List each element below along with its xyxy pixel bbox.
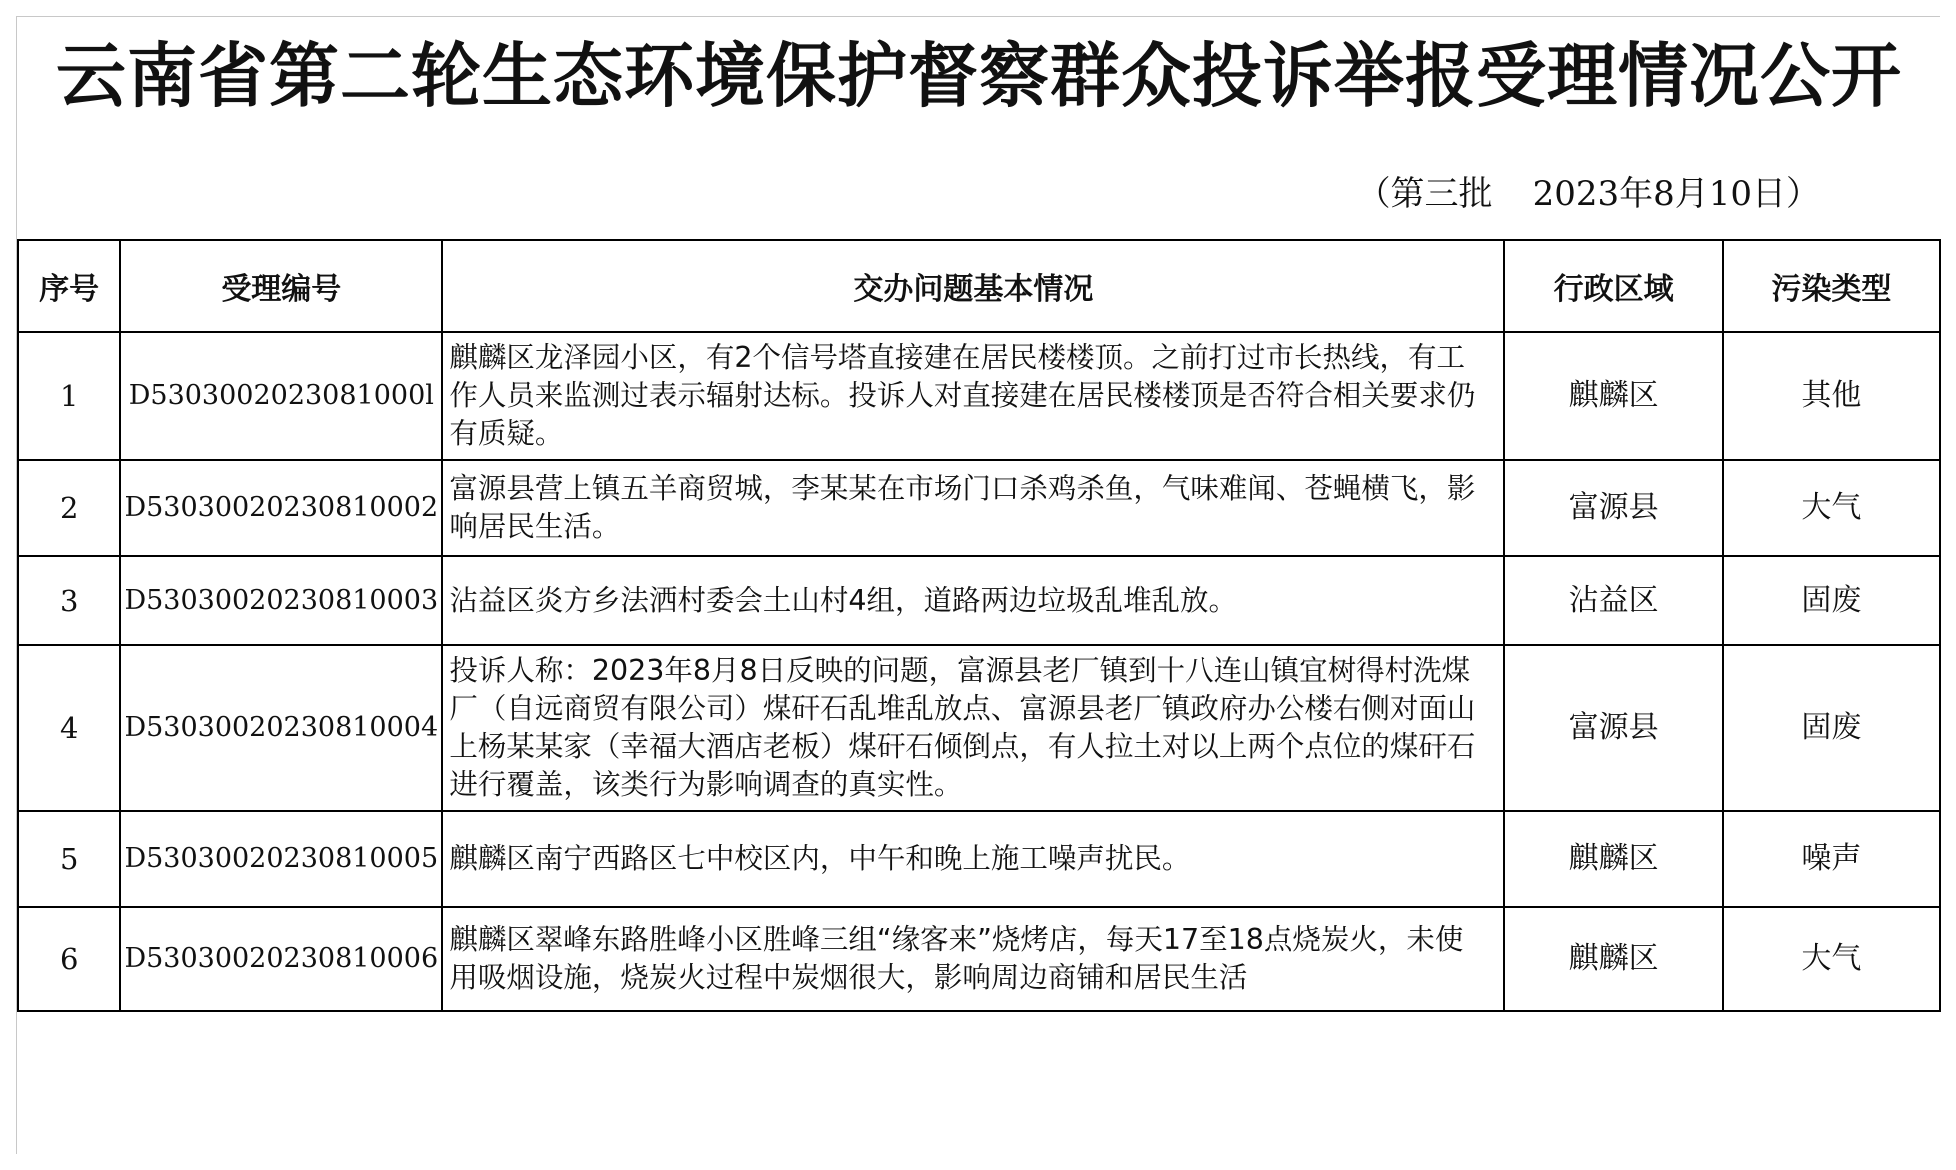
header-index: 序号 bbox=[18, 240, 120, 332]
table-row bbox=[18, 332, 1940, 460]
row-pollution-type: 固废 bbox=[1723, 645, 1940, 811]
table-row bbox=[18, 556, 1940, 645]
row-index: 6 bbox=[18, 907, 120, 1011]
table-row bbox=[18, 907, 1940, 1011]
row-pollution-type: 大气 bbox=[1723, 460, 1940, 556]
batch-label: （第三批 bbox=[1356, 174, 1493, 214]
table-row bbox=[18, 811, 1940, 907]
header-pollution-type: 污染类型 bbox=[1723, 240, 1940, 332]
row-code: D53030020230810005 bbox=[120, 811, 442, 907]
row-summary: 麒麟区南宁西路区七中校区内，中午和晚上施工噪声扰民。 bbox=[442, 811, 1504, 907]
row-region: 麒麟区 bbox=[1504, 907, 1722, 1011]
row-summary: 沾益区炎方乡法洒村委会土山村4组，道路两边垃圾乱堆乱放。 bbox=[442, 556, 1504, 645]
row-code: D53030020230810002 bbox=[120, 460, 442, 556]
table-header-row bbox=[18, 240, 1940, 332]
table-row bbox=[18, 645, 1940, 811]
row-code: D53030020230810004 bbox=[120, 645, 442, 811]
row-index: 4 bbox=[18, 645, 120, 811]
header-summary: 交办问题基本情况 bbox=[442, 240, 1504, 332]
row-pollution-type: 固废 bbox=[1723, 556, 1940, 645]
header-region: 行政区域 bbox=[1504, 240, 1722, 332]
row-index: 5 bbox=[18, 811, 120, 907]
row-pollution-type: 大气 bbox=[1723, 907, 1940, 1011]
batch-info bbox=[1356, 174, 1820, 214]
row-summary: 麒麟区翠峰东路胜峰小区胜峰三组“缘客来”烧烤店，每天17至18点烧炭火，未使用吸烟设施，烧炭火过程中炭烟很大，影响周边商铺和居民生活 bbox=[442, 907, 1504, 1011]
row-region: 富源县 bbox=[1504, 460, 1722, 556]
row-summary: 富源县营上镇五羊商贸城，李某某在市场门口杀鸡杀鱼，气味难闻、苍蝇横飞，影响居民生活。 bbox=[442, 460, 1504, 556]
row-summary: 麒麟区龙泽园小区，有2个信号塔直接建在居民楼楼顶。之前打过市长热线，有工作人员来监测过表示辐射达标。投诉人对直接建在居民楼楼顶是否符合相关要求仍有质疑。 bbox=[442, 332, 1504, 460]
complaints-table bbox=[17, 239, 1941, 1012]
row-code: D53030020230810006 bbox=[120, 907, 442, 1011]
row-region: 富源县 bbox=[1504, 645, 1722, 811]
row-region: 沾益区 bbox=[1504, 556, 1722, 645]
table-row bbox=[18, 460, 1940, 556]
document-title: 云南省第二轮生态环境保护督察群众投诉举报受理情况公开 bbox=[56, 35, 1902, 117]
row-index: 2 bbox=[18, 460, 120, 556]
header-code: 受理编号 bbox=[120, 240, 442, 332]
row-index: 3 bbox=[18, 556, 120, 645]
row-pollution-type: 噪声 bbox=[1723, 811, 1940, 907]
row-code: D5303002023081000l bbox=[120, 332, 442, 460]
row-region: 麒麟区 bbox=[1504, 811, 1722, 907]
row-pollution-type: 其他 bbox=[1723, 332, 1940, 460]
row-code: D53030020230810003 bbox=[120, 556, 442, 645]
batch-date: 2023年8月10日） bbox=[1532, 174, 1820, 214]
document-sheet bbox=[16, 16, 1940, 1154]
row-summary: 投诉人称：2023年8月8日反映的问题，富源县老厂镇到十八连山镇宜树得村洗煤厂（自远商贸有限公司）煤矸石乱堆乱放点、富源县老厂镇政府办公楼右侧对面山上杨某某家（幸福大酒店老板）煤矸石倾倒点，有人拉土对以上两个点位的煤矸石进行覆盖，该类行为影响调查的真实性。 bbox=[442, 645, 1504, 811]
row-region: 麒麟区 bbox=[1504, 332, 1722, 460]
row-index: 1 bbox=[18, 332, 120, 460]
